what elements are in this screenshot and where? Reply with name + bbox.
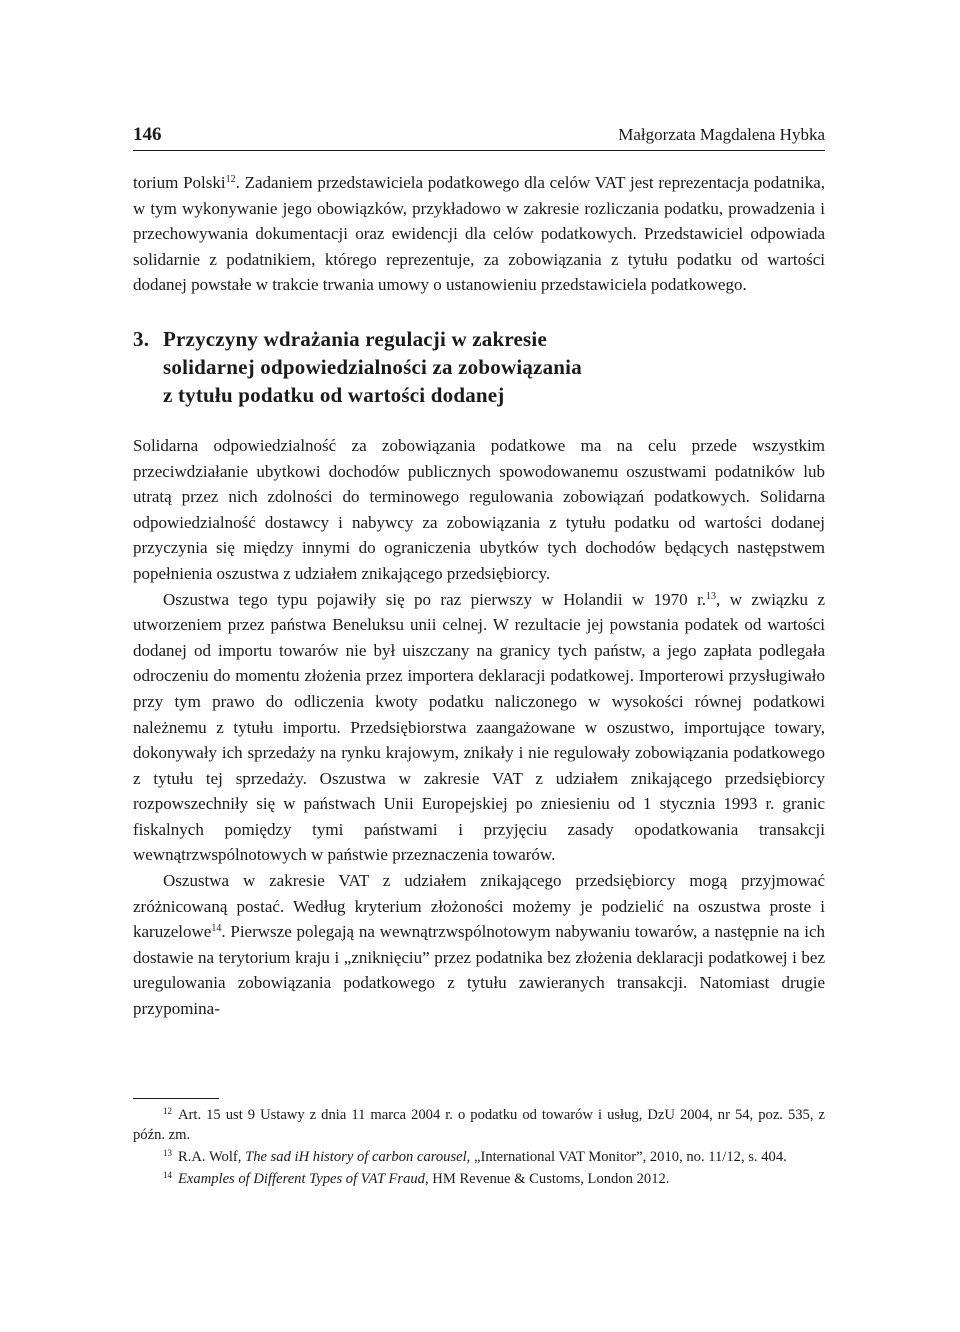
footnote-number: 13 bbox=[163, 1148, 172, 1158]
footnote-text bbox=[133, 1105, 825, 1145]
footnote-italic-title: The sad iH history of carbon carousel, bbox=[245, 1149, 471, 1165]
section-title-line: z tytułu podatku od wartości dodanej bbox=[163, 382, 505, 407]
footnote-ref: 13 bbox=[706, 590, 717, 602]
footnote-ref: 12 bbox=[225, 174, 236, 185]
section-title-line: solidarnej odpowiedzialności za zobowiązania bbox=[163, 354, 582, 379]
paragraph-text: , w związku z utworzeniem przez państwa Beneluksu unii celnej. W rezultacie jej powstania podatek od wartości dodanej od importu towarów nie był uiszczany na granicy tych państw, a jego zapłata podlegała odroczeniu do momentu złożenia przez importera deklaracji podatkowej. Importerowi przysługiwało przy tym prawo do odliczenia kwoty podatku naliczonego w wysokości równej podatkowi należnemu z tytułu importu. Przedsiębiorstwa zaangażowane w oszustwo, importujące towary, dokonywały ich sprzedaży na rynku krajowym, znikały i nie regulowały zobowiązania podatkowego z tytułu tej sprzedaży. Oszustwa w zakresie VAT z udziałem znikającego przedsiębiorcy rozpowszechniły się w państwach Unii Europejskiej po zniesieniu od 1 stycznia 1993 r. granic fiskalnych pomiędzy tymi państwami i przyjęciu zasady opodatkowania transakcji wewnątrzwspólnotowych w państwie przeznaczenia towarów. bbox=[133, 589, 825, 865]
page-number: 146 bbox=[133, 124, 162, 145]
footnote-text bbox=[133, 1169, 825, 1189]
footnote-ref: 14 bbox=[211, 923, 222, 935]
section-title bbox=[163, 325, 825, 409]
footnote-rule bbox=[133, 1098, 219, 1099]
paragraph bbox=[133, 587, 825, 869]
footnote-italic-title: Examples of Different Types of VAT Fraud, bbox=[178, 1171, 429, 1187]
paragraph bbox=[133, 868, 825, 1022]
footnote bbox=[133, 1147, 825, 1167]
body-text bbox=[133, 170, 825, 1022]
paragraph-text: . Zadaniem przedstawiciela podatkowego dla celów VAT jest reprezentacja podatnika, w tym wykonywanie jego obowiązków, przykładowo w zakresie rozliczania podatku, prowadzenia i przechowywania dokumentacji oraz ewidencji dla celów podatkowych. Przedstawiciel odpowiada solidarnie z podatnikiem, którego reprezentuje, za zobowiązania z tytułu podatku od wartości dodanej powstałe w trakcie trwania umowy o ustanowieniu przedstawiciela podatkowego. bbox=[133, 173, 825, 295]
paragraph: Solidarna odpowiedzialność za zobowiązania podatkowe ma na celu przede wszystkim przeciwdziałanie ubytkowi dochodów publicznych spowodowanemu oszustwami podatników lub utratą przez nich zdolności do terminowego regulowania zobowiązań podatkowych. Solidarna odpowiedzialność dostawcy i nabywcy za zobowiązania z tytułu podatku od wartości dodanej przyczynia się między innymi do ograniczenia ubytków tych dochodów będących następstwem popełnienia oszustwa z udziałem znikającego przedsiębiorcy. bbox=[133, 435, 825, 583]
paragraph-text: Oszustwa w zakresie VAT z udziałem znikającego przedsiębiorcy mogą przyjmować zróżnicowaną postać. Według kryterium złożoności możemy je podzielić na oszustwa proste i karuzelowe bbox=[133, 871, 825, 942]
paragraph-text: . Pierwsze polegają na wewnątrzwspólnotowym nabywaniu towarów, a następnie na ich dostawie na terytorium kraju i „zniknięciu” przez podatnika bez złożenia deklaracji podatkowej i bez uregulowania zobowiązania podatkowego z tytułu zawieranych transakcji. Natomiast drugie przypomina- bbox=[133, 922, 825, 1019]
running-head-author: Małgorzata Magdalena Hybka bbox=[618, 125, 825, 144]
running-head bbox=[133, 124, 825, 151]
footnote-number: 14 bbox=[163, 1170, 172, 1180]
footnote-number: 12 bbox=[163, 1106, 172, 1116]
footnote bbox=[133, 1169, 825, 1189]
section-number: 3. bbox=[133, 326, 150, 351]
paragraph-text: Oszustwa tego typu pojawiły się po raz pierwszy w Holandii w 1970 r. bbox=[163, 589, 707, 609]
paragraph-text: torium Polski bbox=[133, 173, 226, 192]
footnotes bbox=[133, 1098, 825, 1191]
footnote bbox=[133, 1105, 825, 1145]
section-title-line: Przyczyny wdrażania regulacji w zakresie bbox=[163, 326, 547, 351]
paragraph bbox=[133, 170, 825, 298]
footnote-text bbox=[133, 1147, 825, 1167]
footnote-body: „International VAT Monitor”, 2010, no. 11/12, s. 404. bbox=[470, 1149, 787, 1165]
footnote-body: R.A. Wolf, bbox=[178, 1149, 246, 1165]
footnote-body: HM Revenue & Customs, London 2012. bbox=[428, 1171, 670, 1187]
section-heading bbox=[133, 325, 825, 409]
footnote-body: Art. 15 ust 9 Ustawy z dnia 11 marca 2004 r. o podatku od towarów i usług, DzU 2004, nr 54, poz. 535, z późn. zm. bbox=[133, 1107, 825, 1143]
